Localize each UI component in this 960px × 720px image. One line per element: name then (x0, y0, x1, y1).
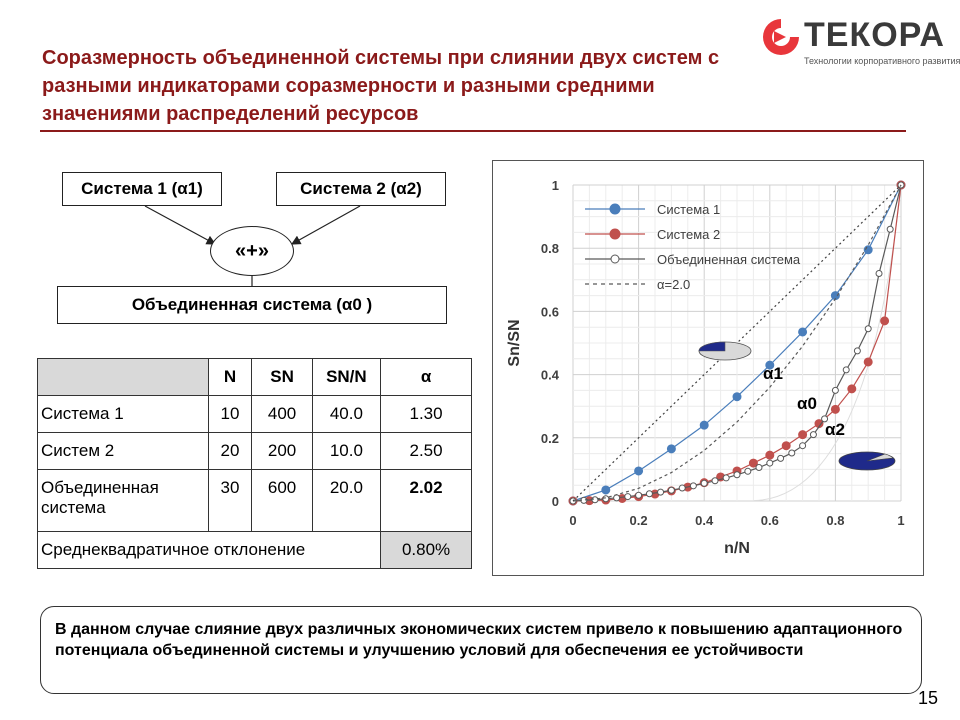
data-point (625, 494, 631, 500)
data-point (854, 348, 860, 354)
table-row (38, 396, 472, 433)
y-tick-label: 0.6 (540, 304, 559, 320)
table-cell-label: Систем 2 (38, 433, 209, 470)
merged-system-box (57, 286, 447, 324)
table-cell-s: 400 (252, 396, 312, 433)
rmsd-label: Среднеквадратичное отклонение (38, 532, 381, 569)
data-point (667, 445, 675, 453)
data-point (592, 497, 598, 503)
merge-operator-label: «+» (235, 239, 269, 262)
data-point (810, 432, 816, 438)
rmsd-value: 0.80% (381, 532, 472, 569)
legend-marker (610, 229, 620, 239)
data-point (734, 472, 740, 478)
alpha-annotation: α1 (763, 364, 783, 383)
data-point (602, 486, 610, 494)
system2-label: Система 2 (α2) (300, 179, 422, 198)
conclusion-text: В данном случае слияние двух различных экономических систем привело к повышению адаптационного потенциала объединенной системы и улучшению условий для обеспечения ее устойчивости (55, 621, 903, 659)
data-point (831, 405, 839, 413)
systems-table (37, 358, 472, 569)
legend-label: Объединенная система (657, 252, 801, 267)
data-point (799, 328, 807, 336)
conclusion-box (40, 606, 922, 694)
merged-system-label: Объединенная система (α0 ) (131, 295, 373, 314)
data-point (881, 317, 889, 325)
brand-logo (760, 10, 960, 70)
table-cell-n: 10 (208, 396, 252, 433)
x-axis-label: n/N (724, 540, 750, 557)
table-cell-label: Система 1 (38, 396, 209, 433)
page-number: 15 (918, 688, 939, 708)
data-point (745, 468, 751, 474)
data-point (658, 489, 664, 495)
table-cell-sn: 40.0 (312, 396, 380, 433)
table-header-alpha: α (381, 359, 472, 396)
data-point (690, 483, 696, 489)
x-tick-label: 0.6 (760, 513, 779, 528)
y-tick-label: 0.4 (540, 367, 559, 383)
table-cell-sn: 10.0 (312, 433, 380, 470)
table-cell-n: 30 (208, 470, 252, 532)
alpha-annotation: α0 (797, 394, 817, 413)
page-title: Соразмерность объединенной системы при слиянии двух систем с разными индикаторами соразмерности и разными средними значениями распределений ресурсов (42, 47, 720, 125)
data-point (766, 451, 774, 459)
table-header-sn: SN (252, 359, 312, 396)
x-tick-label: 0.2 (629, 513, 648, 528)
merge-operator (210, 226, 294, 276)
data-point (733, 393, 741, 401)
table-header-n: N (208, 359, 252, 396)
x-tick-label: 0 (569, 513, 577, 528)
x-tick-label: 0.4 (695, 513, 714, 528)
data-point (756, 465, 762, 471)
data-point (614, 495, 620, 501)
table-row (38, 433, 472, 470)
table-cell-alpha: 1.30 (381, 396, 472, 433)
data-point (635, 467, 643, 475)
table-row (38, 470, 472, 532)
data-point (799, 431, 807, 439)
table-cell-label: Объединенная система (38, 470, 209, 532)
y-tick-label: 0.8 (540, 241, 559, 257)
data-point (636, 492, 642, 498)
table-header-row (38, 359, 472, 396)
alpha-annotation: α2 (825, 420, 845, 439)
data-point (701, 480, 707, 486)
tekora-logo-icon (760, 16, 802, 58)
data-point (700, 421, 708, 429)
data-point (789, 450, 795, 456)
legend-label: Система 2 (657, 227, 721, 242)
system1-box (62, 172, 222, 206)
table-cell-sn: 20.0 (312, 470, 380, 532)
x-tick-label: 0.8 (826, 513, 845, 528)
table-cell-alpha: 2.02 (381, 470, 472, 532)
data-point (876, 270, 882, 276)
data-point (668, 487, 674, 493)
data-point (843, 367, 849, 373)
legend-marker (611, 255, 619, 263)
data-point (848, 385, 856, 393)
logo-subtitle: Технологии корпоративного развития (804, 56, 960, 66)
data-point (782, 442, 790, 450)
legend-label: Система 1 (657, 202, 721, 217)
legend-label: α=2.0 (657, 277, 691, 292)
legend-marker (610, 204, 620, 214)
system1-label: Система 1 (α1) (81, 179, 203, 198)
chart-frame (492, 160, 924, 576)
data-point (646, 491, 652, 497)
y-tick-label: 0 (551, 494, 559, 509)
table-cell-s: 600 (252, 470, 312, 532)
data-point (778, 455, 784, 461)
data-point (864, 358, 872, 366)
table-row-rmsd (38, 532, 472, 569)
table-header-sn-n: SN/N (312, 359, 380, 396)
logo-wordmark: ТЕКОРА (804, 16, 945, 54)
system2-box (276, 172, 446, 206)
table-header-empty (38, 359, 209, 396)
x-tick-label: 1 (897, 513, 905, 528)
table-cell-s: 200 (252, 433, 312, 470)
data-point (887, 226, 893, 232)
lorenz-chart (493, 161, 922, 574)
y-tick-label: 1 (551, 178, 559, 193)
data-point (865, 326, 871, 332)
data-point (864, 246, 872, 254)
data-point (603, 496, 609, 502)
data-point (723, 475, 729, 481)
data-point (679, 485, 685, 491)
data-point (712, 478, 718, 484)
table-cell-alpha: 2.50 (381, 433, 472, 470)
table-cell-n: 20 (208, 433, 252, 470)
y-tick-label: 0.2 (540, 430, 559, 446)
data-point (832, 387, 838, 393)
data-point (800, 443, 806, 449)
y-axis-label: Sn/SN (506, 319, 523, 367)
data-point (767, 460, 773, 466)
